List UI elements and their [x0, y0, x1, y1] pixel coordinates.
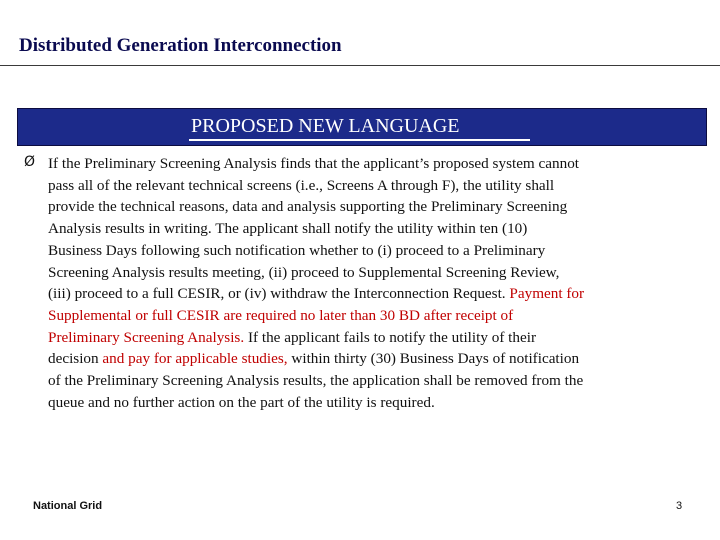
- header-divider: [0, 65, 720, 66]
- text-segment: queue and no further action on the part of the utility is required.: [48, 393, 435, 411]
- text-segment: Analysis results in writing. The applicant shall notify the utility within ten (10): [48, 220, 528, 238]
- text-segment: If the Preliminary Screening Analysis finds that the applicant’s proposed system cannot: [48, 155, 580, 172]
- footer-company: National Grid: [33, 500, 103, 512]
- paragraph-line: [48, 283, 696, 305]
- highlighted-text: and pay for applicable studies,: [102, 350, 288, 368]
- highlighted-text: Supplemental or full CESIR are required no later than 30 BD after receipt of: [48, 306, 514, 324]
- paragraph-line: [48, 392, 696, 414]
- page-number: 3: [676, 500, 683, 512]
- paragraph-line: [48, 305, 696, 327]
- paragraph-line: [48, 327, 696, 349]
- paragraph-line: [48, 218, 696, 240]
- text-segment: Screening Analysis results meeting, (ii) proceed to Supplemental Screening Review,: [48, 263, 560, 281]
- text-segment: of the Preliminary Screening Analysis results, the application shall be removed from the: [48, 372, 584, 390]
- banner-underline: [189, 139, 530, 141]
- text-segment: If the applicant fails to notify the utility of their: [244, 328, 537, 346]
- paragraph-line: [48, 175, 696, 197]
- paragraph-line: [48, 196, 696, 218]
- highlighted-text: Payment for: [509, 285, 585, 303]
- paragraph-line: [48, 348, 696, 370]
- text-segment: decision: [48, 350, 103, 368]
- arrow-bullet-icon: Ø: [24, 154, 36, 170]
- text-segment: pass all of the relevant technical screens (i.e., Screens A through F), the utility shall: [48, 176, 555, 194]
- paragraph-line: [48, 262, 696, 284]
- paragraph-line: [48, 370, 696, 392]
- paragraph-line: [48, 240, 696, 262]
- text-segment: Business Days following such notification whether to (i) proceed to a Preliminary: [48, 241, 546, 259]
- text-segment: within thirty (30) Business Days of notification: [287, 350, 580, 368]
- text-segment: (iii) proceed to a full CESIR, or (iv) withdraw the Interconnection Request.: [48, 285, 510, 303]
- page-title: Distributed Generation Interconnection: [19, 35, 342, 56]
- paragraph-line: [48, 153, 696, 175]
- text-segment: provide the technical reasons, data and analysis supporting the Preliminary Screening: [48, 198, 568, 216]
- banner-label: PROPOSED NEW LANGUAGE: [191, 115, 460, 137]
- body-paragraph: [48, 153, 696, 413]
- highlighted-text: Preliminary Screening Analysis.: [48, 328, 245, 346]
